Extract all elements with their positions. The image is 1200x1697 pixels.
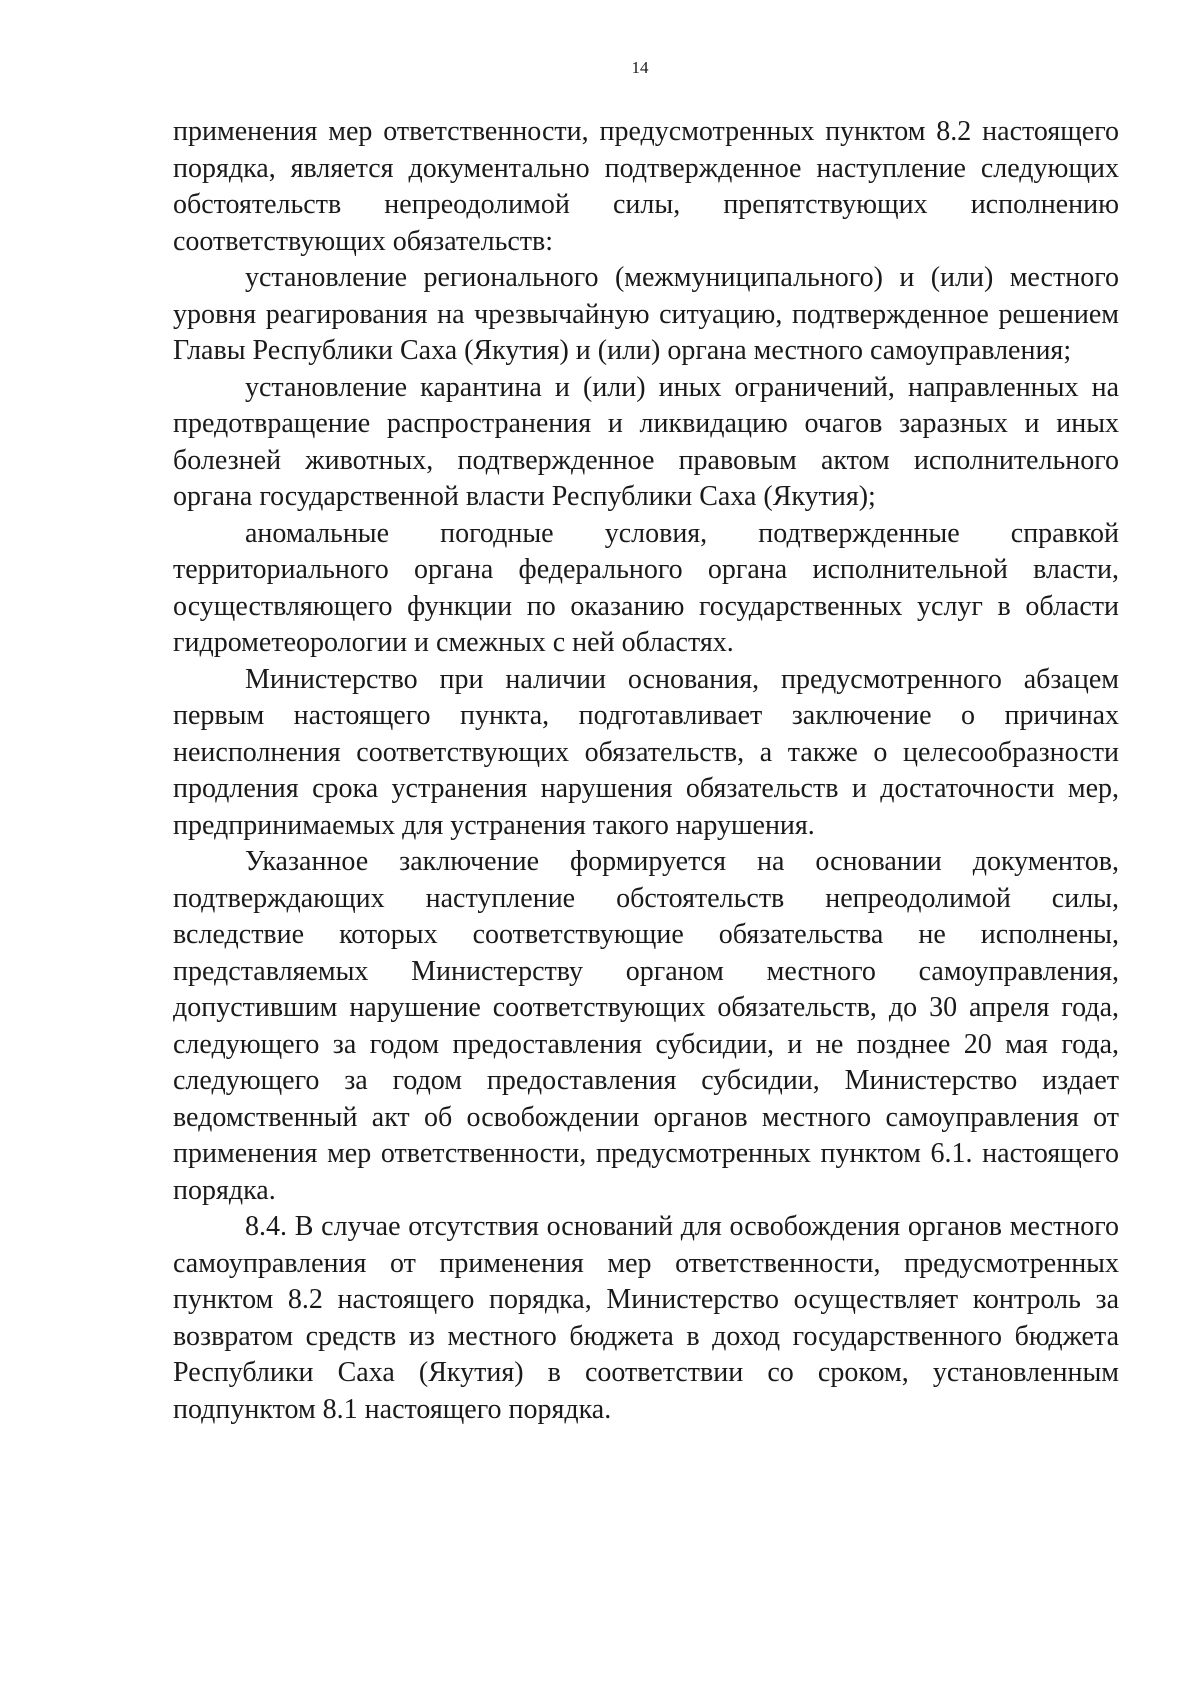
paragraph-weather-conditions: аномальные погодные условия, подтвержденные справкой территориального органа федерального органа исполнительной власти, осуществляющего функции по оказанию государственных услуг в области гидрометеорологии и смежных с ней областях. xyxy=(173,517,1119,658)
paragraph-continuation: применения мер ответственности, предусмотренных пунктом 8.2 настоящего порядка, является документально подтвержденное наступление следующих обстоятельств непреодолимой силы, препятствующих исполнению соответствующих обязательств: xyxy=(173,116,1119,257)
paragraph-section-8-4: 8.4. В случае отсутствия оснований для освобождения органов местного самоуправления от применения мер ответственности, предусмотренных пунктом 8.2 настоящего порядка, Министерство осуществляет контроль за возвратом средств из местного бюджета в доход государственного бюджета Республики Саха (Якутия) в соответствии со сроком, установленным подпунктом 8.1 настоящего порядка. xyxy=(173,1211,1119,1425)
document-body xyxy=(173,114,1119,1428)
paragraph-emergency-response: установление регионального (межмуниципального) и (или) местного уровня реагирования на чрезвычайную ситуацию, подтвержденное решением Главы Республики Саха (Якутия) и (или) органа местного самоуправления; xyxy=(173,262,1119,366)
paragraph-quarantine: установление карантина и (или) иных ограничений, направленных на предотвращение распространения и ликвидацию очагов заразных и иных болезней животных, подтвержденное правовым актом исполнительного органа государственной власти Республики Саха (Якутия); xyxy=(173,371,1119,512)
paragraph-conclusion-basis: Указанное заключение формируется на основании документов, подтверждающих наступление обстоятельств непреодолимой силы, вследствие которых соответствующие обязательства не исполнены, представляемых Министерству органом местного самоуправления, допустившим нарушение соответствующих обязательств, до 30 апреля года, следующего за годом предоставления субсидии, и не позднее 20 мая года, следующего за годом предоставления субсидии, Министерство издает ведомственный акт об освобождении органов местного самоуправления от применения мер ответственности, предусмотренных пунктом 6.1. настоящего порядка. xyxy=(173,846,1119,1206)
page-number: 14 xyxy=(631,58,649,77)
paragraph-ministry-conclusion: Министерство при наличии основания, предусмотренного абзацем первым настоящего пункта, подготавливает заключение о причинах неисполнения соответствующих обязательств, а также о целесообразности продления срока устранения нарушения обязательств и достаточности мер, предпринимаемых для устранения такого нарушения. xyxy=(173,663,1119,841)
